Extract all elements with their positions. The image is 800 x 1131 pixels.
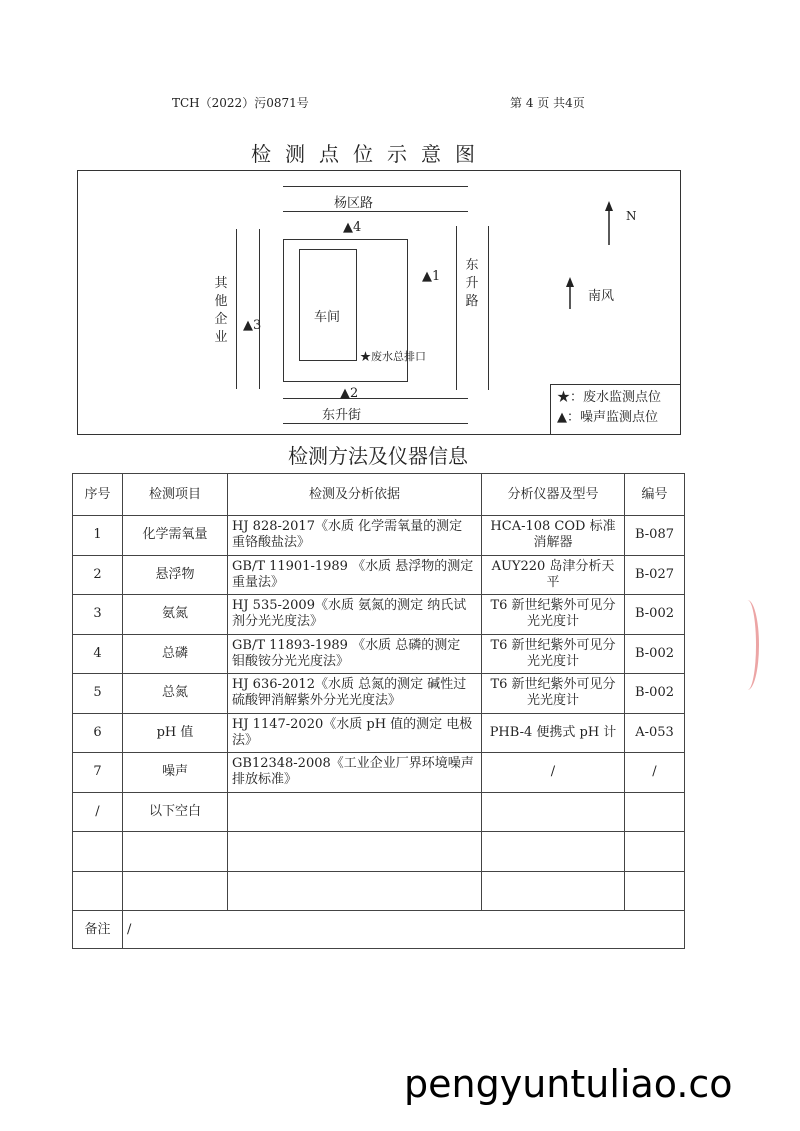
col-header-no: 序号 (73, 474, 123, 516)
north-label: N (626, 209, 637, 223)
north-arrow-icon (603, 201, 615, 245)
point-1: ▲1 (422, 269, 441, 284)
wind-label: 南风 (588, 289, 615, 304)
cell-basis: HJ 636-2012《水质 总氮的测定 碱性过硫酸钾消解紫外分光光度法》 (228, 674, 482, 714)
watermark-text: pengyuntuliao.co (404, 1062, 733, 1106)
table-row (73, 713, 685, 753)
table-row (73, 516, 685, 556)
road-line (283, 211, 468, 212)
road-line (259, 229, 260, 389)
map-title: 检测点位示意图 (251, 142, 489, 166)
site-map (77, 170, 681, 435)
cell-no: 5 (73, 674, 123, 714)
cell-no: 7 (73, 753, 123, 793)
cell-instrument (482, 832, 625, 872)
cell-no: 1 (73, 516, 123, 556)
cell-code: B-002 (625, 634, 685, 674)
cell-basis: HJ 828-2017《水质 化学需氧量的测定 重铬酸盐法》 (228, 516, 482, 556)
workshop-label: 车间 (314, 310, 341, 325)
cell-no (73, 871, 123, 911)
table-row (73, 674, 685, 714)
method-instrument-table (72, 473, 685, 949)
table-row (73, 555, 685, 595)
cell-item: 氨氮 (123, 595, 228, 635)
cell-code: B-087 (625, 516, 685, 556)
cell-item (123, 871, 228, 911)
cell-item: 悬浮物 (123, 555, 228, 595)
cell-code: B-002 (625, 674, 685, 714)
table-row (73, 753, 685, 793)
cell-basis (228, 871, 482, 911)
table-row (73, 595, 685, 635)
cell-basis (228, 792, 482, 832)
table-row (73, 871, 685, 911)
cell-code: / (625, 753, 685, 793)
cell-basis: GB/T 11893-1989 《水质 总磷的测定 钼酸铵分光光度法》 (228, 634, 482, 674)
cell-item: 总氮 (123, 674, 228, 714)
point-4: ▲4 (343, 220, 362, 235)
road-label-right: 东升路 (465, 258, 479, 309)
point-2: ▲2 (340, 386, 359, 401)
note-label: 备注 (73, 911, 123, 949)
point-3: ▲3 (243, 318, 262, 333)
cell-basis: HJ 535-2009《水质 氨氮的测定 纳氏试剂分光光度法》 (228, 595, 482, 635)
cell-no: 4 (73, 634, 123, 674)
cell-code: A-053 (625, 713, 685, 753)
cell-no (73, 832, 123, 872)
cell-code (625, 871, 685, 911)
col-header-item: 检测项目 (123, 474, 228, 516)
cell-instrument: T6 新世纪紫外可见分光光度计 (482, 634, 625, 674)
cell-instrument: PHB-4 便携式 pH 计 (482, 713, 625, 753)
road-line (283, 186, 468, 187)
outfall-label: ★废水总排口 (360, 350, 426, 363)
cell-instrument: T6 新世纪紫外可见分光光度计 (482, 595, 625, 635)
col-header-basis: 检测及分析依据 (228, 474, 482, 516)
workshop-building (299, 249, 357, 361)
cell-instrument (482, 792, 625, 832)
note-value: / (123, 911, 685, 949)
map-legend (550, 384, 681, 435)
cell-basis: GB12348-2008《工业企业厂界环境噪声排放标准》 (228, 753, 482, 793)
cell-basis: GB/T 11901-1989 《水质 悬浮物的测定 重量法》 (228, 555, 482, 595)
cell-code: B-027 (625, 555, 685, 595)
cell-item: pH 值 (123, 713, 228, 753)
road-line (283, 398, 468, 399)
road-line (236, 229, 237, 389)
cell-item: 以下空白 (123, 792, 228, 832)
cell-basis (228, 832, 482, 872)
cell-item: 噪声 (123, 753, 228, 793)
road-line (283, 423, 468, 424)
cell-instrument: T6 新世纪紫外可见分光光度计 (482, 674, 625, 714)
col-header-code: 编号 (625, 474, 685, 516)
cell-code: B-002 (625, 595, 685, 635)
cell-instrument (482, 871, 625, 911)
left-area-label: 其他企业 (214, 276, 228, 345)
wind-arrow-icon (564, 277, 576, 309)
table-header-row (73, 474, 685, 516)
cell-code (625, 792, 685, 832)
table-row (73, 792, 685, 832)
cell-item (123, 832, 228, 872)
cell-item: 总磷 (123, 634, 228, 674)
page-info: 第 4 页 共4页 (510, 96, 585, 110)
cell-no: 2 (73, 555, 123, 595)
table-row (73, 634, 685, 674)
table-title: 检测方法及仪器信息 (288, 444, 468, 468)
cell-instrument: / (482, 753, 625, 793)
road-line (456, 226, 457, 390)
cell-no: 6 (73, 713, 123, 753)
seal-stamp-fragment (736, 600, 759, 690)
legend-wastewater: ★：废水监测点位 (557, 390, 662, 405)
cell-basis: HJ 1147-2020《水质 pH 值的测定 电极法》 (228, 713, 482, 753)
cell-item: 化学需氧量 (123, 516, 228, 556)
cell-no: 3 (73, 595, 123, 635)
cell-code (625, 832, 685, 872)
note-row (73, 911, 685, 949)
road-label-bottom: 东升街 (322, 408, 362, 423)
report-number: TCH（2022）污0871号 (172, 96, 309, 110)
cell-no: / (73, 792, 123, 832)
cell-instrument: HCA-108 COD 标准消解器 (482, 516, 625, 556)
table-row (73, 832, 685, 872)
road-label-top: 杨区路 (334, 196, 374, 211)
col-header-instrument: 分析仪器及型号 (482, 474, 625, 516)
road-line (488, 226, 489, 390)
cell-instrument: AUY220 岛津分析天平 (482, 555, 625, 595)
legend-noise: ▲：噪声监测点位 (557, 410, 658, 425)
